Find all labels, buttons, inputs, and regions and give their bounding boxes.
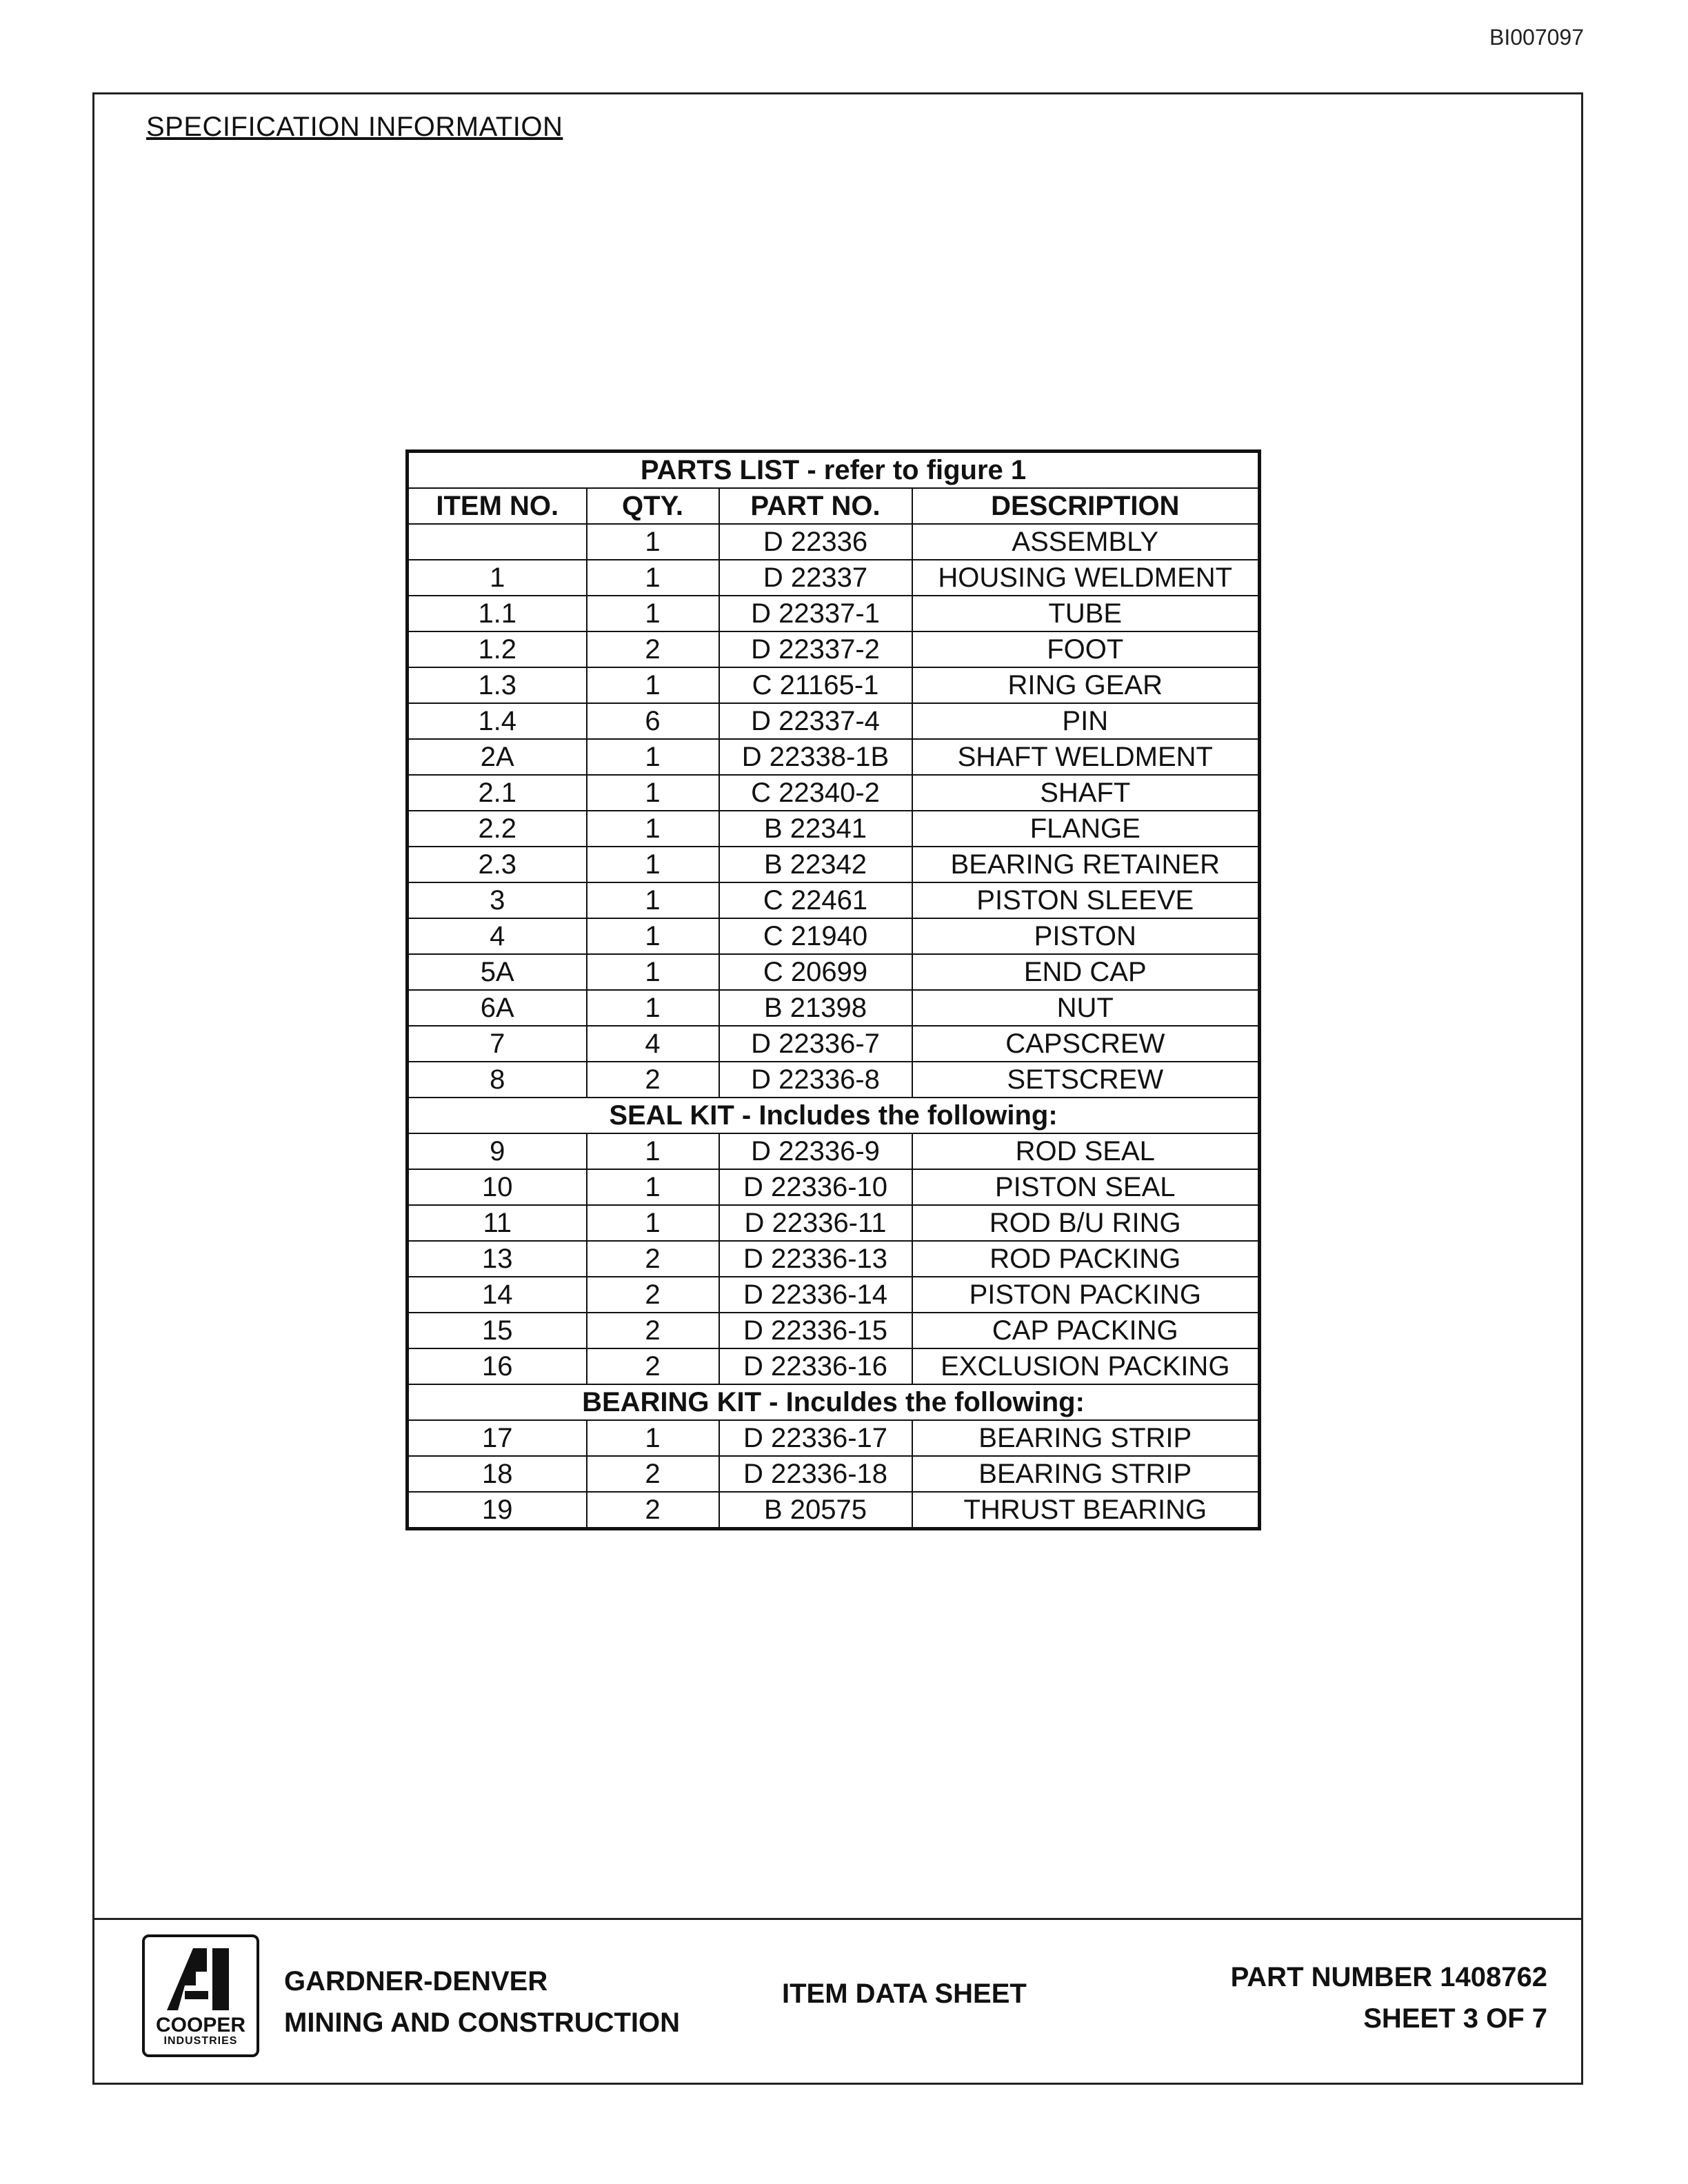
cell-description: PISTON SLEEVE [912,882,1260,918]
cell-description: ROD PACKING [912,1241,1260,1277]
cell-qty: 2 [587,1348,719,1384]
cell-description: CAP PACKING [912,1313,1260,1348]
cell-description: ASSEMBLY [912,524,1260,560]
cell-qty: 1 [587,596,719,631]
table-row [408,524,1260,560]
table-row [408,1026,1260,1062]
cell-item-no [408,524,587,560]
cell-qty: 2 [587,1492,719,1529]
cell-item-no: 1.2 [408,631,587,667]
cell-part-no: C 21940 [719,918,912,954]
cell-part-no: B 22342 [719,847,912,882]
table-row [408,1241,1260,1277]
cell-part-no: B 20575 [719,1492,912,1529]
cell-part-no: D 22338-1B [719,739,912,775]
cell-part-no: D 22337-2 [719,631,912,667]
cell-description: HOUSING WELDMENT [912,560,1260,596]
cell-qty: 1 [587,1133,719,1169]
cell-part-no: D 22337-4 [719,703,912,739]
cell-item-no: 13 [408,1241,587,1277]
cell-qty: 1 [587,918,719,954]
cell-qty: 1 [587,667,719,703]
table-row [408,882,1260,918]
cell-part-no: D 22336-8 [719,1062,912,1098]
cell-qty: 1 [587,954,719,990]
header-description: DESCRIPTION [912,488,1260,524]
table-row [408,1492,1260,1529]
main-parts-rows [408,524,1260,1098]
cell-description: FOOT [912,631,1260,667]
cell-item-no: 10 [408,1169,587,1205]
table-row [408,1420,1260,1456]
header-item-no: ITEM NO. [408,488,587,524]
table-row [408,1313,1260,1348]
cell-part-no: D 22336-17 [719,1420,912,1456]
cell-item-no: 18 [408,1456,587,1492]
cell-description: TUBE [912,596,1260,631]
cell-description: ROD SEAL [912,1133,1260,1169]
cell-description: PISTON PACKING [912,1277,1260,1313]
cell-item-no: 1 [408,560,587,596]
part-number: PART NUMBER 1408762 [1230,1962,1547,1992]
table-row [408,1205,1260,1241]
cell-part-no: C 20699 [719,954,912,990]
cell-item-no: 4 [408,918,587,954]
cell-qty: 1 [587,1169,719,1205]
cell-part-no: D 22336-13 [719,1241,912,1277]
table-row [408,847,1260,882]
seal-kit-title: SEAL KIT - Includes the following: [408,1098,1260,1133]
table-row [408,1062,1260,1098]
seal-kit-rows [408,1133,1260,1384]
table-row [408,560,1260,596]
cell-part-no: D 22337 [719,560,912,596]
cell-qty: 1 [587,882,719,918]
footer-divider [92,1918,1583,1920]
cell-description: BEARING STRIP [912,1420,1260,1456]
cell-qty: 1 [587,1420,719,1456]
header-part-no: PART NO. [719,488,912,524]
cell-part-no: D 22336-14 [719,1277,912,1313]
cell-part-no: D 22336-7 [719,1026,912,1062]
cell-description: PIN [912,703,1260,739]
cell-description: NUT [912,990,1260,1026]
cell-qty: 1 [587,524,719,560]
cell-item-no: 1.4 [408,703,587,739]
cell-description: ROD B/U RING [912,1205,1260,1241]
bearing-kit-title: BEARING KIT - Inculdes the following: [408,1384,1260,1420]
table-row [408,775,1260,811]
cell-item-no: 9 [408,1133,587,1169]
document-id: BI007097 [1489,25,1585,50]
parts-list-table [405,449,1261,1530]
cell-item-no: 1.3 [408,667,587,703]
cell-description: EXCLUSION PACKING [912,1348,1260,1384]
cell-item-no: 17 [408,1420,587,1456]
bearing-kit-rows [408,1420,1260,1529]
cell-part-no: D 22336-10 [719,1169,912,1205]
cell-part-no: C 22340-2 [719,775,912,811]
cell-qty: 2 [587,1456,719,1492]
table-row [408,811,1260,847]
table-row [408,596,1260,631]
cell-part-no: D 22336-18 [719,1456,912,1492]
cell-part-no: D 22337-1 [719,596,912,631]
cell-qty: 2 [587,1277,719,1313]
cell-qty: 2 [587,1241,719,1277]
logo-subtitle: INDUSTRIES [163,2035,238,2047]
cooper-industries-logo [142,1934,259,2057]
document-type: ITEM DATA SHEET [782,1979,1027,2009]
cell-item-no: 6A [408,990,587,1026]
table-row [408,918,1260,954]
cell-qty: 6 [587,703,719,739]
table-row [408,631,1260,667]
cell-item-no: 19 [408,1492,587,1529]
cell-item-no: 14 [408,1277,587,1313]
cell-item-no: 2.1 [408,775,587,811]
cell-qty: 2 [587,1062,719,1098]
cell-qty: 1 [587,560,719,596]
cell-description: BEARING RETAINER [912,847,1260,882]
table-row [408,739,1260,775]
cell-description: PISTON [912,918,1260,954]
sheet-number: SHEET 3 OF 7 [1363,2003,1547,2034]
cell-qty: 1 [587,739,719,775]
table-row [408,954,1260,990]
cell-description: THRUST BEARING [912,1492,1260,1529]
cell-qty: 1 [587,990,719,1026]
cell-part-no: B 22341 [719,811,912,847]
cell-description: RING GEAR [912,667,1260,703]
cell-description: FLANGE [912,811,1260,847]
cell-part-no: C 22461 [719,882,912,918]
cell-item-no: 2A [408,739,587,775]
cell-description: SETSCREW [912,1062,1260,1098]
company-name: GARDNER-DENVER [284,1966,548,1996]
cell-part-no: D 22336-15 [719,1313,912,1348]
cell-item-no: 15 [408,1313,587,1348]
cell-description: PISTON SEAL [912,1169,1260,1205]
cell-qty: 1 [587,775,719,811]
cell-item-no: 3 [408,882,587,918]
cell-item-no: 11 [408,1205,587,1241]
table-row [408,667,1260,703]
cell-qty: 1 [587,847,719,882]
cell-qty: 2 [587,631,719,667]
cell-qty: 4 [587,1026,719,1062]
cell-item-no: 1.1 [408,596,587,631]
table-row [408,703,1260,739]
cell-description: SHAFT [912,775,1260,811]
section-title: SPECIFICATION INFORMATION [146,112,563,142]
cell-description: BEARING STRIP [912,1456,1260,1492]
parts-list-title: PARTS LIST - refer to figure 1 [408,452,1260,489]
cell-part-no: D 22336-9 [719,1133,912,1169]
cell-item-no: 5A [408,954,587,990]
cell-part-no: C 21165-1 [719,667,912,703]
cell-description: CAPSCREW [912,1026,1260,1062]
table-row [408,1277,1260,1313]
cooper-logo-icon [164,1944,240,2013]
header-qty: QTY. [587,488,719,524]
company-division: MINING AND CONSTRUCTION [284,2008,681,2038]
cell-description: SHAFT WELDMENT [912,739,1260,775]
cell-item-no: 2.3 [408,847,587,882]
table-row [408,1169,1260,1205]
cell-qty: 2 [587,1313,719,1348]
cell-part-no: D 22336-16 [719,1348,912,1384]
table-row [408,1456,1260,1492]
cell-part-no: D 22336-11 [719,1205,912,1241]
cell-part-no: B 21398 [719,990,912,1026]
cell-part-no: D 22336 [719,524,912,560]
cell-item-no: 2.2 [408,811,587,847]
cell-item-no: 7 [408,1026,587,1062]
cell-qty: 1 [587,811,719,847]
cell-item-no: 16 [408,1348,587,1384]
table-row [408,990,1260,1026]
table-row [408,1133,1260,1169]
logo-name: COOPER [155,2014,246,2036]
cell-description: END CAP [912,954,1260,990]
cell-item-no: 8 [408,1062,587,1098]
table-row [408,1348,1260,1384]
cell-qty: 1 [587,1205,719,1241]
